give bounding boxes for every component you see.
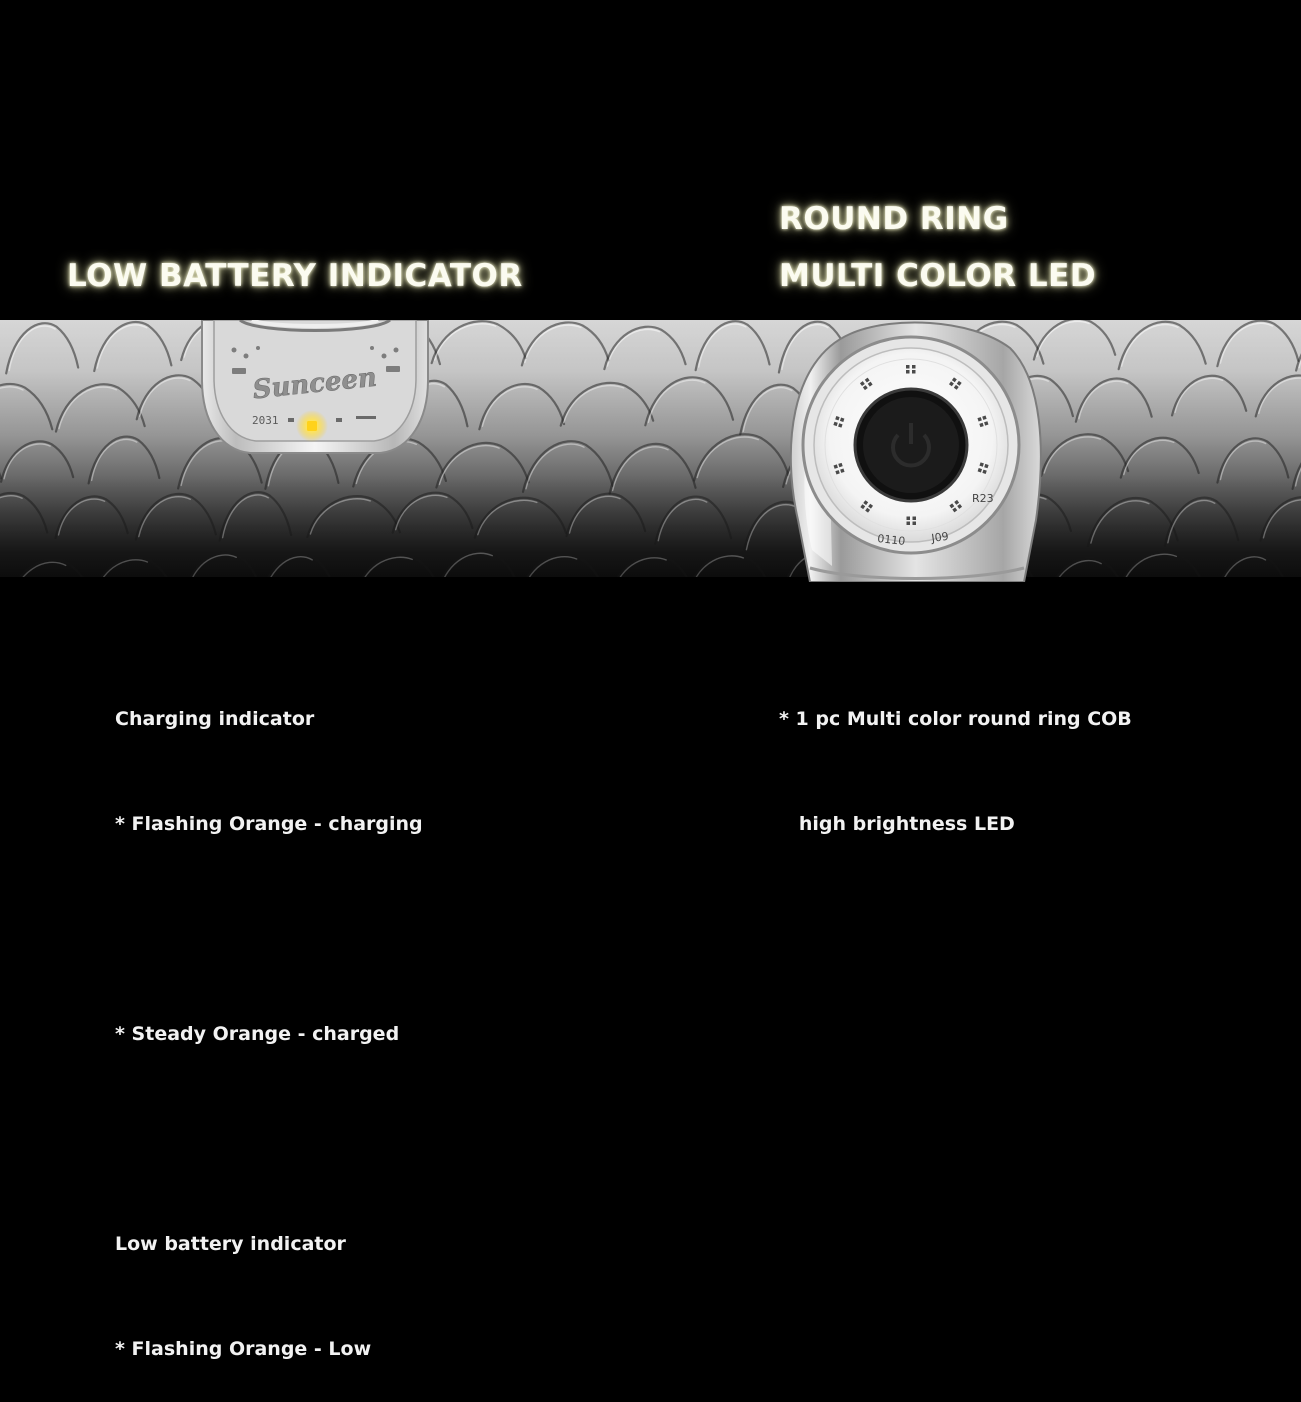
steady-orange-charged: * Steady Orange - charged (115, 1023, 400, 1045)
round-ring-heading: ROUND RING (779, 201, 1009, 237)
blank-line (115, 1122, 423, 1157)
charging-indicator-title: Charging indicator (115, 708, 315, 730)
multi-color-led-heading: MULTI COLOR LED (779, 258, 1097, 294)
ring-label-0110: 0110 (876, 532, 906, 548)
low-battery-indicator-title: Low battery indicator (115, 1233, 346, 1255)
low-battery-heading: LOW BATTERY INDICATOR (67, 258, 523, 294)
ring-led-line-2: high brightness LED (779, 813, 1015, 835)
ring-led-description (779, 632, 1132, 877)
blank-line (115, 912, 423, 947)
charging-indicator-description (115, 632, 423, 1402)
bike-light-rear-view (196, 320, 434, 455)
brand-logo-text: Sunceen (251, 362, 379, 406)
round-ring-led-light (780, 320, 1045, 582)
device-left-label: 2031 (252, 414, 279, 427)
ring-label-j09: J09 (930, 529, 950, 545)
ring-led-line-1: * 1 pc Multi color round ring COB (779, 708, 1132, 730)
ring-label-r23: R23 (972, 492, 994, 505)
flashing-orange-charging: * Flashing Orange - charging (115, 813, 423, 835)
flashing-orange-low: * Flashing Orange - Low (115, 1338, 372, 1360)
